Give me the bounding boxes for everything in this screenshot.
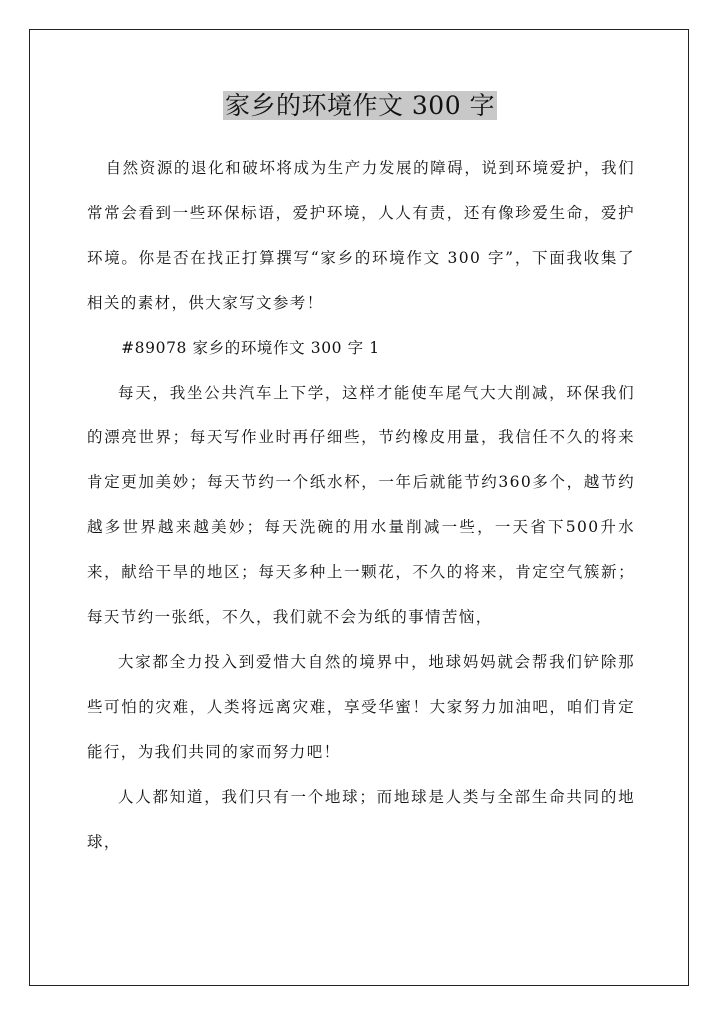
section-heading: #89078 家乡的环境作文 300 字 1 xyxy=(121,338,380,357)
intro-paragraph: 自然资源的退化和破坏将成为生产力发展的障碍，说到环境爱护，我们常常会看到一些环保标语，爱护环境，人人有责，还有像珍爱生命，爱护环境。你是否在找正打算撰写“家乡的环境作文 300 字”，下面我收集了相关的素材，供大家写文参考！ xyxy=(87,159,635,312)
body-paragraph-2: 大家都全力投入到爱惜大自然的境界中，地球妈妈就会帮我们铲除那些可怕的灾难，人类将远离灾难，享受华蜜！大家努力加油吧，咱们肯定能行，为我们共同的家而努力吧！ xyxy=(87,652,635,761)
document-title xyxy=(0,88,720,124)
body-paragraph-3: 人人都知道，我们只有一个地球；而地球是人类与全部生命共同的地球， xyxy=(87,787,635,851)
document-body xyxy=(87,146,635,865)
document-title-text: 家乡的环境作文 300 字 xyxy=(224,91,496,120)
body-paragraph-1: 每天，我坐公共汽车上下学，这样才能使车尾气大大削减，环保我们的漂亮世界；每天写作业时再仔细些，节约橡皮用量，我信任不久的将来肯定更加美妙；每天节约一个纸水杯，一年后就能节约360多个，越节约越多世界越来越美妙；每天洗碗的用水量削减一些，一天省下500升水来，献给干旱的地区；每天多种上一颗花，不久的将来，肯定空气簇新；每天节约一张纸，不久，我们就不会为纸的事情苦恼， xyxy=(87,383,635,627)
